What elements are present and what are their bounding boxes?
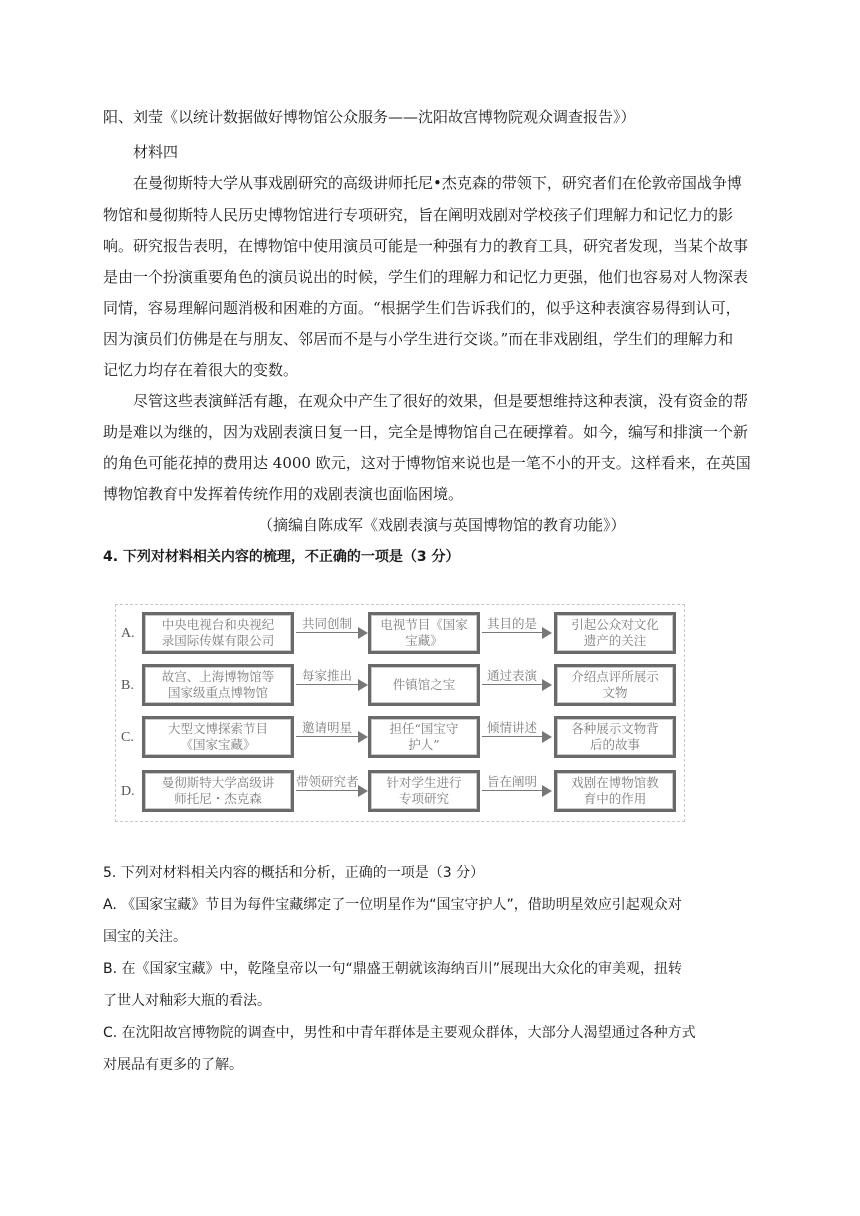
material3-source-tail: 阳、刘莹《以统计数据做好博物馆公众服务——沈阳故宫博物院观众调查报告》） bbox=[103, 108, 636, 126]
option-c-box-2: 担任“国宝守 护人” bbox=[368, 716, 480, 758]
option-c-box-3: 各种展示文物背 后的故事 bbox=[554, 716, 676, 758]
option-label-a: A. bbox=[121, 626, 135, 641]
option-b-line: B. 在《国家宝藏》中，乾隆皇帝以一句“鼎盛王朝就该海纳百川”展现出大众化的审美观，扭转 bbox=[103, 961, 683, 977]
option-c-box-1: 大型文博探索节目 《国家宝藏》 bbox=[142, 716, 294, 758]
paragraph-line: 助是难以为继的，因为戏剧表演日复一日，完全是博物馆自己在硬撑着。如今，编写和排演一个新 bbox=[103, 423, 749, 441]
arrow-label: 带领研究者 bbox=[296, 774, 359, 789]
question-4-stem: 4. 下列对材料相关内容的梳理，不正确的一项是（3 分） bbox=[103, 549, 460, 565]
paragraph-line: 物馆和曼彻斯特人民历史博物馆进行专项研究，旨在阐明戏剧对学校孩子们理解力和记忆力的影 bbox=[103, 206, 734, 224]
option-d-box-3: 戏剧在博物馆教 育中的作用 bbox=[554, 770, 676, 812]
option-d-box-2: 针对学生进行 专项研究 bbox=[368, 770, 480, 812]
material4-source: （摘编自陈成军《戏剧表演与英国博物馆的教育功能》） bbox=[258, 516, 626, 534]
option-label-d: D. bbox=[121, 784, 135, 799]
option-b-box-2: 件镇馆之宝 bbox=[368, 664, 480, 706]
paragraph-line: 在曼彻斯特大学从事戏剧研究的高级讲师托尼•杰克森的带领下，研究者们在伦敦帝国战争博 bbox=[133, 174, 742, 192]
option-d-arrow-1 bbox=[296, 774, 368, 804]
material4-heading: 材料四 bbox=[133, 143, 179, 161]
option-b-line: 了世人对釉彩大瓶的看法。 bbox=[103, 993, 271, 1009]
arrow-label: 其目的是 bbox=[486, 616, 537, 631]
option-c-line: C. 在沈阳故宫博物院的调查中，男性和中青年群体是主要观众群体，大部分人渴望通过各种方式 bbox=[103, 1025, 696, 1041]
paragraph-line: 的角色可能花掉的费用达 4000 欧元，这对于博物馆来说也是一笔不小的开支。这样看来，在英国 bbox=[103, 454, 751, 472]
option-label-b: B. bbox=[121, 678, 134, 693]
option-a-box-3: 引起公众对文化 遗产的关注 bbox=[554, 612, 676, 654]
paragraph-line: 记忆力均存在着很大的变数。 bbox=[103, 361, 299, 379]
option-b-arrow-1 bbox=[296, 668, 368, 698]
option-a-box-1: 中央电视台和央视纪 录国际传媒有限公司 bbox=[142, 612, 294, 654]
option-b-box-3: 介绍点评所展示 文物 bbox=[554, 664, 676, 706]
option-a-arrow-1 bbox=[296, 616, 368, 646]
arrow-label: 每家推出 bbox=[301, 668, 352, 683]
option-label-c: C. bbox=[121, 730, 134, 745]
paragraph-line: 博物馆教育中发挥着传统作用的戏剧表演也面临困境。 bbox=[103, 485, 464, 503]
q4-option-diagram bbox=[115, 604, 685, 822]
option-c-line: 对展品有更多的了解。 bbox=[103, 1057, 243, 1073]
paragraph-line: 是由一个扮演重要角色的演员说出的时候，学生们的理解力和记忆力更强，他们也容易对人物深表 bbox=[103, 268, 749, 286]
paragraph-line: 响。研究报告表明，在博物馆中使用演员可能是一种强有力的教育工具，研究者发现，当某个故事 bbox=[103, 237, 749, 255]
option-c-arrow-1 bbox=[296, 720, 368, 750]
option-c-arrow-2 bbox=[482, 720, 552, 750]
paragraph-line: 因为演员们仿佛是在与朋友、邻居而不是与小学生进行交谈。”而在非戏剧组，学生们的理解力和 bbox=[103, 330, 734, 348]
arrow-label: 通过表演 bbox=[486, 668, 537, 683]
option-a-arrow-2 bbox=[482, 616, 552, 646]
option-a-line: 国宝的关注。 bbox=[103, 929, 187, 945]
option-b-arrow-2 bbox=[482, 668, 552, 698]
paragraph-line: 尽管这些表演鲜活有趣，在观众中产生了很好的效果，但是要想维持这种表演，没有资金的帮 bbox=[133, 392, 749, 410]
arrow-label: 共同创制 bbox=[301, 616, 352, 631]
option-a-box-2: 电视节目《国家 宝藏》 bbox=[368, 612, 480, 654]
option-a-line: A. 《国家宝藏》节目为每件宝藏绑定了一位明星作为“国宝守护人”，借助明星效应引起观众对 bbox=[103, 897, 682, 913]
arrow-label: 邀请明星 bbox=[301, 720, 352, 735]
option-d-arrow-2 bbox=[482, 774, 552, 804]
paragraph-line: 同情，容易理解问题消极和困难的方面。“根据学生们告诉我们的，似乎这种表演容易得到认可， bbox=[103, 299, 741, 317]
arrow-label: 倾情讲述 bbox=[486, 720, 537, 735]
option-b-box-1: 故宫、上海博物馆等 国家级重点博物馆 bbox=[142, 664, 294, 706]
arrow-label: 旨在阐明 bbox=[486, 774, 537, 789]
question-5-stem: 5. 下列对材料相关内容的概括和分析，正确的一项是（3 分） bbox=[103, 865, 485, 881]
option-d-box-1: 曼彻斯特大学高级讲 师托尼・杰克森 bbox=[142, 770, 294, 812]
